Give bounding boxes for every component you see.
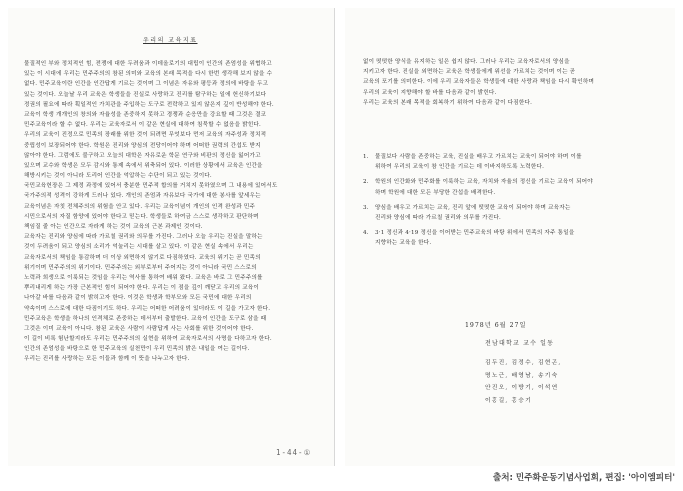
demand-item [363, 204, 659, 224]
text-line: 인간의 존엄성을 바탕으로 한 민주교육의 실천만이 우리 민족의 밝은 내일을 여는 길이다. [24, 346, 250, 353]
text-line: 교육의 포기를 의미한다. 이에 우리 교육자들은 학생들에 대한 사랑과 책임을 다시 확인하며 [363, 79, 595, 86]
document-page-right [345, 8, 675, 466]
text-line: 지키고자 한다. 진실을 외면하는 교육은 학생들에게 위선을 가르치는 것이며 이는 곧 [363, 69, 576, 76]
document-page-left [8, 8, 335, 466]
text-line: 교육이념은 자칫 전체주의의 위험을 안고 있다. 우리는 교육이념이 개인의 인격 완성과 민주 [24, 203, 256, 210]
text-line: 있는 것이다. 오늘날 우리 교육은 학생들을 진실로 사랑하고 진리를 탐구하는 일에 헌신하기보다 [24, 91, 267, 98]
demand-item [363, 153, 659, 173]
left-page-body [24, 60, 316, 366]
text-line: 우리의 교육이 진정으로 민족의 장래를 위한 것이 되려면 무엇보다 먼저 교육의 자주성과 정치적 [24, 132, 267, 139]
text-line: 시민으로서의 자질 함양에 있어야 한다고 믿는다. 학생들로 하여금 스스로 생각하고 판단하며 [24, 213, 259, 220]
text-line: 교육자는 진리와 양심에 따라 가르칠 권리와 의무를 가진다. 그러나 오늘 우리는 진실을 말하는 [24, 234, 263, 241]
page-number: 1-44-① [276, 448, 312, 457]
text-line: 우리의 교육이 지향해야 할 바를 다음과 같이 밝힌다. [363, 89, 497, 96]
demands-list [363, 153, 659, 255]
text-line: 위하여 우리의 교육이 참 인간을 기르는 데 이바지하도록 노력한다. [375, 164, 545, 171]
document-title: 우리의 교육지표 [143, 37, 198, 44]
signer-line: 안진오, 이방기, 이석연 [485, 385, 559, 391]
demand-number: 1. [363, 154, 369, 160]
text-line: 그것은 이미 교육이 아니다. 참된 교육은 사람이 사람답게 사는 사회를 위한 것이어야 한다. [24, 325, 254, 332]
signer-line: 이홍길, 홍승기 [485, 397, 532, 404]
text-line: 학원의 인간화와 민주화를 이룩하는 교육, 자치와 자율의 정신을 기르는 교육이 되어야 [375, 179, 593, 186]
text-line: 있으며 교수와 학생은 모두 감시와 통제 속에서 위축되어 있다. 이러한 상황에서 교육은 인간을 [24, 162, 263, 169]
text-line: 노력과 희생으로 이룩되는 것임을 우리는 역사를 통하여 배워 왔다. 교육은 바로 그 민주주의를 [24, 274, 263, 281]
text-line: 우리는 진리를 사랑하는 모든 이들과 함께 이 뜻을 나누고자 한다. [24, 356, 190, 363]
text-line: 우리는 교육의 본래 목적을 회복하기 위하여 다음과 같이 다짐한다. [363, 99, 533, 106]
demand-number: 3. [363, 204, 369, 211]
text-line: 약속이며 스스로에 대한 다짐이기도 하다. 우리는 어떠한 어려움이 있더라도 이 길을 가고자 한다. [24, 305, 271, 312]
demand-number: 2. [363, 179, 369, 186]
text-line: 해방시키는 것이 아니라 도리어 인간을 억압하는 수단이 되고 있는 것이다. [24, 173, 212, 180]
demand-item [363, 229, 659, 249]
text-line: 진리와 양심에 따라 가르칠 권리와 의무를 가진다. [375, 214, 501, 221]
text-line: 이 길이 비록 험난할지라도 우리는 민주주의의 실현을 위하여 교육자로서의 사명을 다하고자 한다. [24, 336, 272, 343]
right-page-intro [363, 58, 659, 109]
text-line: 않아야 한다. 그럼에도 불구하고 오늘의 대학은 자유로운 학문 연구와 비판의 정신을 잃어가고 [24, 152, 261, 159]
text-line: 것이 두려움이 되고 양심의 소리가 억눌리는 시대를 살고 있다. 이 같은 현실 속에서 우리는 [24, 244, 254, 251]
signers-title: 전남대학교 교수 일동 [485, 340, 555, 347]
declaration-date: 1978년 6월 27일 [465, 322, 527, 329]
text-line: 없이 떳떳한 양식을 유지하는 일은 쉽지 않다. 그러나 우리는 교육자로서의 양심을 [363, 59, 570, 65]
text-line: 국가주의적 성격이 강하게 드러나 있다. 개인의 존엄과 자유보다 국가에 대한 봉사를 앞세우는 [24, 193, 261, 200]
text-line: 물질보다 사람을 존중하는 교육, 진실을 배우고 가르치는 교육이 되어야 하며 이를 [375, 154, 582, 160]
text-line: 있는 이 시대에 우리는 민주주의의 참된 의미와 교육의 본래 목적을 다시 한번 생각해 보지 않을 수 [24, 71, 273, 78]
text-line: 없다. 민주교육이란 인간을 인간답게 기르는 것이며 그 이념은 자유와 평등과 정의에 바탕을 두고 [24, 81, 269, 88]
text-line: 정권의 필요에 따라 획일적인 가치관을 주입하는 도구로 전락하고 있지 않은지 깊이 반성해야 한다. [24, 101, 274, 108]
text-line: 민주교육이라 할 수 없다. 우리는 교육자로서 이 같은 현실에 대하여 침묵할 수 없음을 밝힌다. [24, 122, 262, 129]
demand-text [375, 178, 659, 198]
demand-text [375, 204, 659, 224]
signer-line: 명노근, 배영남, 송기숙 [485, 372, 559, 379]
text-line: 3·1 정신과 4·19 정신을 이어받는 민주교육의 바탕 위에서 민족의 자주 통일을 [375, 230, 575, 237]
source-caption: 출처: 민주화운동기념사업회, 편집: '아이엠피터' [492, 473, 675, 483]
text-line: 교육이 학생 개개인의 창의와 자율성을 존중하지 못하고 경쟁과 순응만을 강요할 때 그것은 결코 [24, 111, 267, 118]
demand-number: 4. [363, 230, 369, 237]
demand-item [363, 178, 659, 198]
demand-text [375, 153, 659, 173]
signers-list [485, 357, 561, 407]
text-line: 민주교육은 학생을 하나의 인격체로 존중하는 데서부터 출발한다. 교육이 인간을 도구로 삼을 때 [24, 315, 267, 322]
text-line: 하며 학원에 대한 모든 부당한 간섭을 배격한다. [375, 189, 496, 196]
text-line: 뿌리내리게 하는 가장 근본적인 힘이 되어야 한다. 우리는 이 점을 깊이 깨닫고 우리의 교육이 [24, 285, 260, 292]
text-line: 물질적인 부와 정치적인 힘, 전쟁에 대한 두려움과 이데올로기의 대립이 인간의 존엄성을 위협하고 [24, 61, 272, 67]
text-line: 책임질 줄 아는 인간으로 자라게 하는 것이 교육의 근본 과제인 것이다. [24, 224, 203, 230]
text-line: 교육자로서의 책임을 통감하며 더 이상 외면하지 않기로 다짐하였다. 교육의 위기는 곧 민족의 [24, 254, 261, 261]
text-line: 위기이며 민주주의의 위기이다. 민주주의는 외부로부터 주어지는 것이 아니라 국민 스스로의 [24, 264, 257, 271]
text-line: 양심을 배우고 가르치는 교육, 진리 앞에 떳떳한 교육이 되어야 하며 교육자는 [375, 204, 571, 211]
signer-line: 김두진, 김정수, 김현곤, [485, 360, 562, 366]
demand-text [375, 229, 659, 249]
text-line: 지향하는 교육을 한다. [375, 240, 432, 247]
text-line: 나아갈 바를 다음과 같이 밝히고자 한다. 이것은 학생과 학부모와 모든 국민에 대한 우리의 [24, 295, 252, 302]
text-line: 국민교육헌장은 그 제정 과정에 있어서 충분한 민주적 합의를 거치지 못하였으며 그 내용에 있어서도 [24, 183, 278, 190]
text-line: 중립성이 보장되어야 한다. 학원은 진리와 양심의 전당이어야 하며 어떠한 권력의 간섭도 받지 [24, 142, 261, 149]
